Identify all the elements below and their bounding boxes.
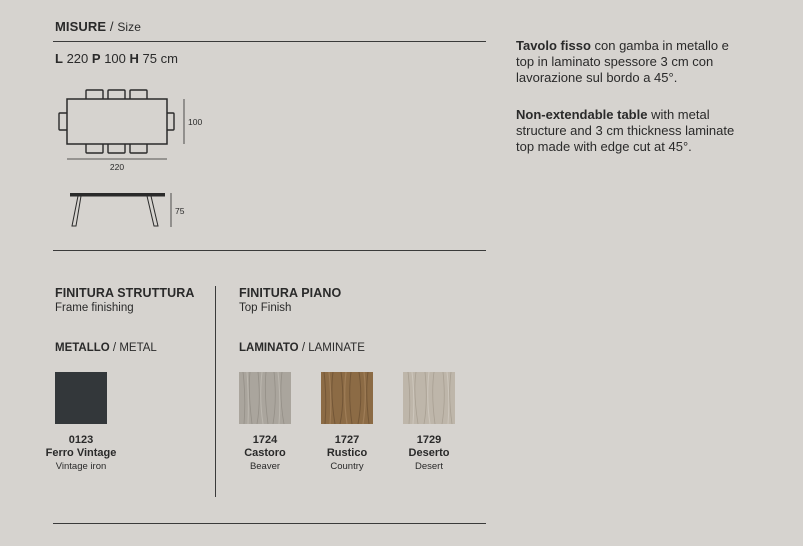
description-en-text: with metal structure and 3 cm thickness laminate top made with edge cut at 45°. — [516, 107, 735, 154]
swatch-1729-caption — [379, 434, 479, 473]
table-drawing — [50, 85, 230, 235]
frame-material-sep: / — [109, 342, 120, 354]
swatch-0123-caption — [31, 434, 131, 473]
description-it-text: con gamba in metallo e top in laminato spessore 3 cm con lavorazione sul bordo a 45°. — [516, 38, 729, 85]
swatch-code: 1724 — [252, 434, 278, 446]
frame-finish-title: FINITURA STRUTTURA — [55, 286, 195, 300]
swatch-name-en: Vintage iron — [55, 461, 107, 472]
description-it — [516, 38, 744, 86]
measures-title-sep: / — [106, 19, 118, 34]
description-it-bold: Tavolo fisso — [516, 38, 591, 53]
swatch-name: Ferro Vintage — [45, 447, 117, 459]
top-material-label — [239, 342, 365, 354]
swatch-name: Deserto — [408, 447, 450, 459]
swatch-code: 0123 — [68, 434, 94, 446]
measures-title-it: MISURE — [55, 19, 107, 34]
dim-h-label: H — [129, 51, 139, 66]
measures-title — [55, 19, 141, 34]
frame-finish-subtitle: Frame finishing — [55, 302, 134, 314]
dim-l-label: L — [55, 51, 63, 66]
bottom-divider — [53, 523, 486, 524]
measures-title-en: Size — [117, 20, 142, 34]
drawing-depth-label: 100 — [188, 117, 203, 127]
swatch-0123[interactable] — [55, 372, 107, 424]
drawing-width-label: 220 — [109, 162, 125, 172]
dim-p-label: P — [91, 51, 101, 66]
description-en — [516, 107, 754, 155]
frame-material-en: METAL — [119, 342, 157, 354]
swatch-1727[interactable] — [321, 372, 373, 424]
swatch-code: 1727 — [334, 434, 360, 446]
dimensions-line — [55, 51, 178, 66]
swatch-1729[interactable] — [403, 372, 455, 424]
swatch-1724[interactable] — [239, 372, 291, 424]
swatch-name-en: Beaver — [249, 461, 281, 472]
swatch-code: 1729 — [416, 434, 442, 446]
table-leg-right — [147, 196, 158, 226]
top-material-it: LAMINATO — [239, 342, 299, 354]
swatch-name: Castoro — [244, 447, 286, 459]
top-finish-subtitle: Top Finish — [239, 302, 292, 314]
top-finish-title: FINITURA PIANO — [239, 286, 342, 300]
swatch-name-en: Country — [330, 461, 364, 472]
middle-divider — [53, 250, 486, 251]
description-en-bold: Non-extendable table — [516, 107, 648, 122]
swatch-name-en: Desert — [415, 461, 443, 472]
dim-l-value: 220 — [66, 51, 89, 66]
dim-h-value: 75 cm — [142, 51, 178, 66]
drawing-height-label: 75 — [175, 206, 185, 216]
top-material-en: LAMINATE — [308, 342, 365, 354]
table-leg-left — [72, 196, 81, 226]
swatch-name: Rustico — [326, 447, 368, 459]
table-top-plan — [67, 99, 167, 144]
dim-p-value: 100 — [104, 51, 126, 66]
frame-material-label — [55, 342, 157, 354]
top-material-sep: / — [298, 342, 309, 354]
top-divider — [53, 41, 486, 42]
frame-material-it: METALLO — [55, 342, 110, 354]
